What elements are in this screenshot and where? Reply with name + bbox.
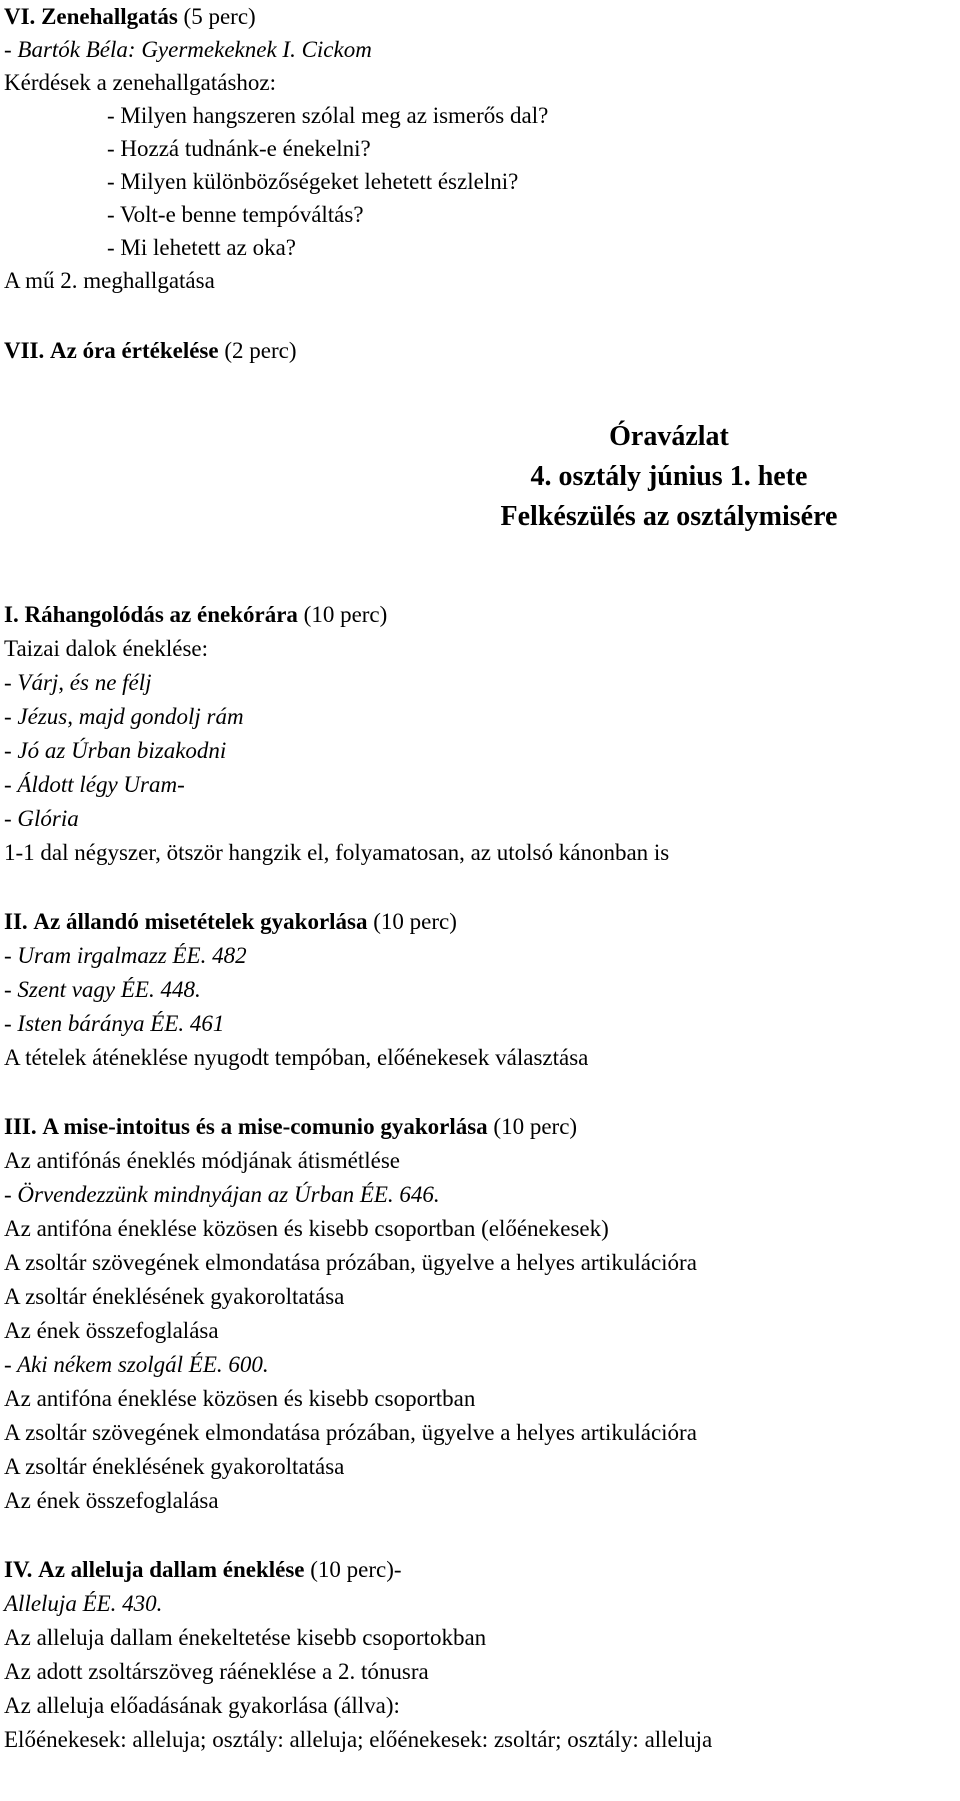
step-line: A zsoltár szövegének elmondatása prózában, ügyelve a helyes artikulációra	[4, 1420, 697, 1445]
section-3-line1: Az antifónás éneklés módjának átismétlése	[4, 1148, 400, 1173]
section-3-number: III.	[4, 1114, 37, 1139]
section-6-title: Zenehallgatás	[41, 4, 178, 29]
topic-line: Felkészülés az osztálymisére	[500, 501, 838, 532]
section-1-intro: Taizai dalok éneklése:	[4, 636, 209, 661]
step-line: A zsoltár éneklésének gyakoroltatása	[4, 1454, 345, 1479]
section-4-song: Alleluja ÉE. 430.	[4, 1591, 163, 1616]
section-2-note: A tételek áténeklése nyugodt tempóban, előénekesek választása	[4, 1045, 589, 1070]
step-line: Előénekesek: alleluja; osztály: alleluja; előénekesek: zsoltár; osztály: alleluja	[4, 1727, 713, 1752]
section-3-title: A mise-intoitus és a mise-comunio gyakorlása	[42, 1114, 488, 1139]
step-line: Az alleluja előadásának gyakorlása (állva):	[4, 1693, 400, 1718]
step-line: Az alleluja dallam énekeltetése kisebb csoportokban	[4, 1625, 487, 1650]
section-2-time: (10 perc)	[373, 909, 457, 934]
song-item: - Várj, és ne félj	[4, 670, 152, 695]
section-3-heading	[4, 1110, 577, 1143]
section-4-title: Az alleluja dallam éneklése	[38, 1557, 305, 1582]
mass-part-item: - Uram irgalmazz ÉE. 482	[4, 943, 247, 968]
section-7-title: Az óra értékelése	[50, 338, 219, 363]
song-item: - Áldott légy Uram-	[4, 772, 185, 797]
section-3-time: (10 perc)	[493, 1114, 578, 1139]
question-item: - Mi lehetett az oka?	[107, 235, 297, 260]
step-line: Az ének összefoglalása	[4, 1318, 219, 1343]
question-item: - Milyen különbözőségeket lehetett észlelni?	[107, 169, 519, 194]
step-line: A zsoltár éneklésének gyakoroltatása	[4, 1284, 345, 1309]
section-4-time: (10 perc)-	[310, 1557, 402, 1582]
document-title: Óravázlat	[609, 421, 729, 452]
section-4-number: IV.	[4, 1557, 33, 1582]
section-1-title: Ráhangolódás az énekórára	[24, 602, 298, 627]
section-2-title: Az állandó misetételek gyakorlása	[33, 909, 368, 934]
section-6-heading	[4, 0, 256, 33]
section-6-number: VI.	[4, 4, 36, 29]
song-item: - Jó az Úrban bizakodni	[4, 738, 227, 763]
step-line: A zsoltár szövegének elmondatása prózában, ügyelve a helyes artikulációra	[4, 1250, 697, 1275]
section-2-heading	[4, 905, 457, 938]
question-item: - Hozzá tudnánk-e énekelni?	[107, 136, 371, 161]
question-item: - Milyen hangszeren szólal meg az ismerős dal?	[107, 103, 549, 128]
step-line: Az adott zsoltárszöveg ráéneklése a 2. tónusra	[4, 1659, 429, 1684]
section-2-number: II.	[4, 909, 28, 934]
section-6-time: (5 perc)	[183, 4, 256, 29]
song-item: - Glória	[4, 806, 79, 831]
section-6-after: A mű 2. meghallgatása	[4, 268, 215, 293]
class-line: 4. osztály június 1. hete	[530, 461, 808, 492]
step-line: Az antifóna éneklése közösen és kisebb csoportban	[4, 1386, 476, 1411]
song-item: - Jézus, majd gondolj rám	[4, 704, 244, 729]
section-3-song1: - Örvendezzünk mindnyájan az Úrban ÉE. 646.	[4, 1182, 440, 1207]
section-6-piece: - Bartók Béla: Gyermekeknek I. Cickom	[4, 37, 372, 62]
section-1-number: I.	[4, 602, 19, 627]
section-1-time: (10 perc)	[303, 602, 388, 627]
section-1-heading	[4, 598, 387, 631]
section-7-heading	[4, 334, 297, 367]
mass-part-item: - Szent vagy ÉE. 448.	[4, 977, 201, 1002]
question-item: - Volt-e benne tempóváltás?	[107, 202, 364, 227]
section-3-song2: - Aki nékem szolgál ÉE. 600.	[4, 1352, 269, 1377]
section-7-time: (2 perc)	[224, 338, 297, 363]
step-line: Az antifóna éneklése közösen és kisebb csoportban (előénekesek)	[4, 1216, 609, 1241]
mass-part-item: - Isten báránya ÉE. 461	[4, 1011, 225, 1036]
section-1-note: 1-1 dal négyszer, ötször hangzik el, folyamatosan, az utolsó kánonban is	[4, 840, 670, 865]
section-6-questions-heading: Kérdések a zenehallgatáshoz:	[4, 70, 277, 95]
step-line: Az ének összefoglalása	[4, 1488, 219, 1513]
section-4-heading	[4, 1553, 402, 1586]
section-7-number: VII.	[4, 338, 45, 363]
